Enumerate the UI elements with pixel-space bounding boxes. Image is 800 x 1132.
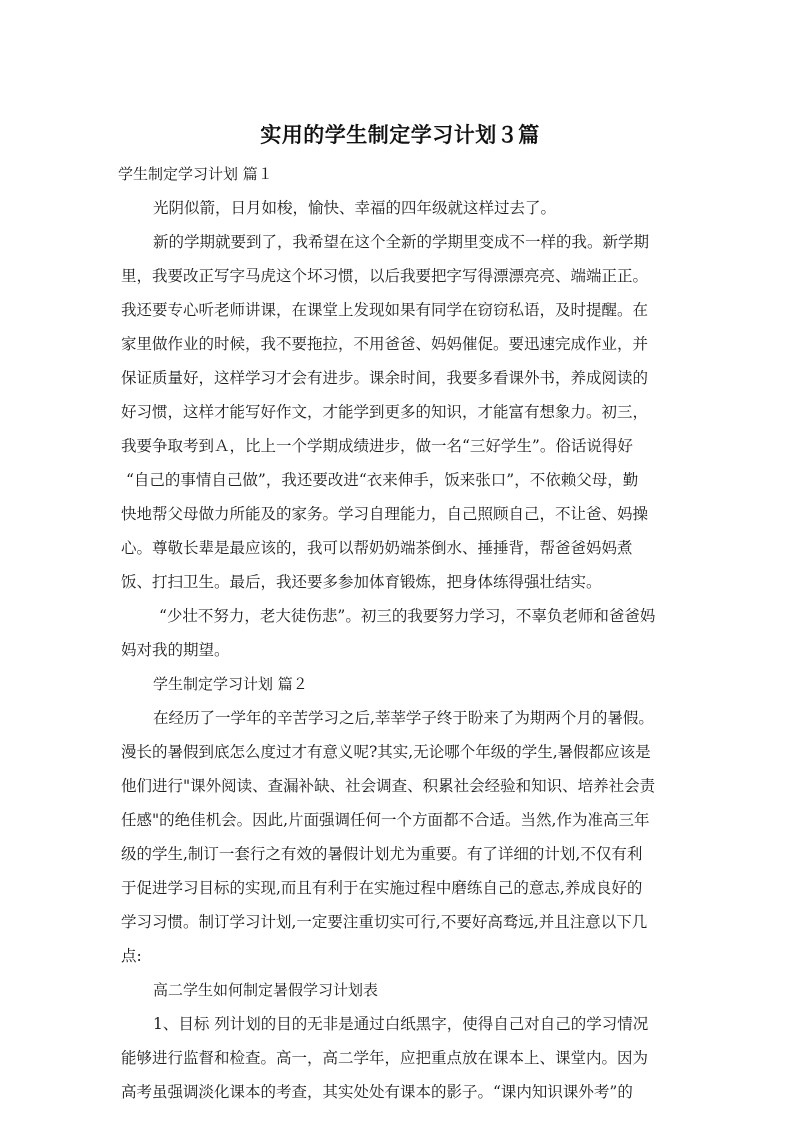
document-title: 实用的学生制定学习计划３篇 <box>260 123 540 147</box>
paragraph-line: 于促进学习目标的实现,而且有利于在实施过程中磨练自己的意志,养成良好的 <box>121 879 643 897</box>
paragraph-line: 1、目标 列计划的目的无非是通过白纸黑字，使得自己对自己的学习情况 <box>153 1015 649 1033</box>
paragraph-line: 我还要专心听老师讲课，在课堂上发现如果有同学在窃窃私语，及时提醒。在 <box>121 301 649 319</box>
paragraph-line: 能够进行监督和检查。高一，高二学年，应把重点放在课本上、课堂内。因为 <box>121 1049 649 1067</box>
paragraph-line: 快地帮父母做力所能及的家务。学习自理能力，自己照顾自己，不让爸、妈操 <box>121 505 649 523</box>
paragraph-line: 点: <box>121 947 142 965</box>
paragraph-line: 他们进行"课外阅读、查漏补缺、社会调查、积累社会经验和知识、培养社会责 <box>121 777 656 795</box>
section-heading-2: 学生制定学习计划 篇２ <box>153 675 308 693</box>
paragraph-line: 里，我要改正写字马虎这个坏习惯，以后我要把字写得漂漂亮亮、端端正正。 <box>121 267 649 285</box>
paragraph-line: 新的学期就要到了，我希望在这个全新的学期里变成不一样的我。新学期 <box>153 233 650 251</box>
paragraph-line: 保证质量好，这样学习才会有进步。课余时间，我要多看课外书，养成阅读的 <box>121 369 649 387</box>
paragraph-line: 在经历了一学年的辛苦学习之后,莘莘学子终于盼来了为期两个月的暑假。 <box>153 709 654 727</box>
paragraph-line: 级的学生,制订一套行之有效的暑假计划尤为重要。有了详细的计划,不仅有利 <box>121 845 643 863</box>
paragraph-line: 心。尊敬长辈是最应该的，我可以帮奶奶端茶倒水、捶捶背，帮爸爸妈妈煮 <box>121 539 633 557</box>
paragraph-line: 家里做作业的时候，我不要拖拉，不用爸爸、妈妈催促。要迅速完成作业，并 <box>121 335 649 353</box>
paragraph-line: 好习惯，这样才能写好作文，才能学到更多的知识，才能富有想象力。初三， <box>121 403 649 421</box>
paragraph-line: 光阴似箭，日月如梭，愉快、幸福的四年级就这样过去了。 <box>153 199 557 217</box>
paragraph-line: 妈对我的期望。 <box>121 641 230 659</box>
paragraph-line: 漫长的暑假到底怎么度过才有意义呢?其实,无论哪个年级的学生,暑假都应该是 <box>121 743 651 761</box>
section-heading-1: 学生制定学习计划 篇１ <box>118 165 273 183</box>
paragraph-line: 饭、打扫卫生。最后，我还要多参加体育锻炼，把身体练得强壮结实。 <box>121 573 602 591</box>
paragraph-line: 学习习惯。制订学习计划,一定要注重切实可行,不要好高骛远,并且注意以下几 <box>121 913 648 931</box>
paragraph-line: “少壮不努力，老大徒伤悲”。初三的我要努力学习，不辜负老师和爸爸妈 <box>159 607 656 625</box>
paragraph-line: 我要争取考到Ａ，比上一个学期成绩进步，做一名“三好学生”。俗话说得好 <box>121 437 633 455</box>
paragraph-line: “自己的事情自己做”，我还要改进“衣来伸手，饭来张口”，不依赖父母，勤 <box>126 471 639 489</box>
subsection-heading: 高二学生如何制定暑假学习计划表 <box>153 981 379 999</box>
paragraph-line: 高考虽强调淡化课本的考查，其实处处有课本的影子。“课内知识课外考”的 <box>121 1083 633 1101</box>
paragraph-line: 任感"的绝佳机会。因此,片面强调任何一个方面都不合适。当然,作为准高三年 <box>121 811 650 829</box>
